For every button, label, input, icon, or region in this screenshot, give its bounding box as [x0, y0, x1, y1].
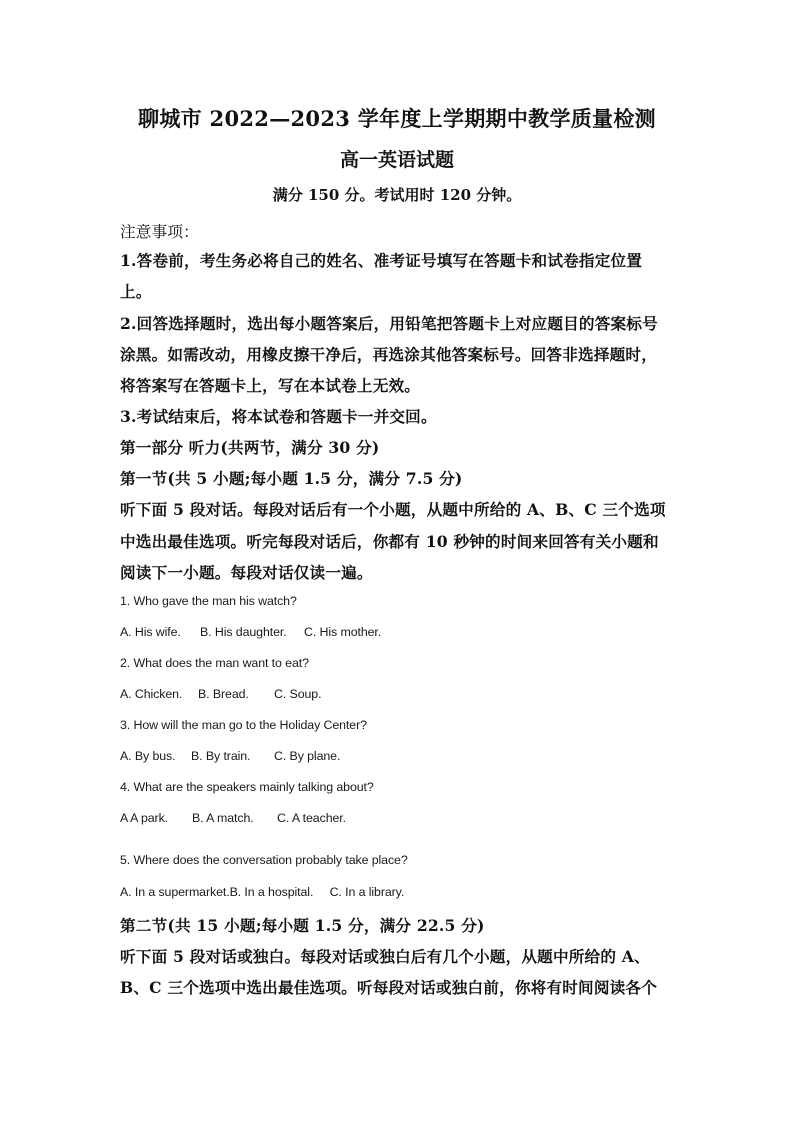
score-note: 满分 150 分。考试用时 120 分钟。 — [272, 186, 522, 204]
notice-item-1-line-1: 1.答卷前，考生务必将自己的姓名、准考证号填写在答题卡和试卷指定位置 — [120, 251, 643, 270]
option-b: B. In a hospital. — [229, 885, 314, 899]
section2-instruction-line-1: 听下面 5 段对话或独白。每段对话或独白后有几个小题，从题中所给的 A、 — [120, 947, 650, 966]
question-5: 5. Where does the conversation probably take place? — [120, 853, 408, 867]
question-2-options — [120, 687, 321, 701]
question-4-options — [120, 811, 346, 825]
option-a: A A park. — [120, 811, 169, 825]
question-5-options — [120, 885, 404, 899]
question-2: 2. What does the man want to eat? — [120, 656, 309, 670]
part1-heading: 第一部分 听力(共两节，满分 30 分) — [120, 438, 380, 457]
option-b: B. His daughter. — [200, 625, 287, 639]
option-c: C. By plane. — [274, 749, 341, 763]
exam-subtitle: 高一英语试题 — [339, 149, 454, 171]
question-1: 1. Who gave the man his watch? — [120, 594, 297, 608]
notice-item-2-line-1: 2.回答选择题时，选出每小题答案后，用铅笔把答题卡上对应题目的答案标号 — [120, 314, 658, 333]
exam-title: 聊城市 2022—2023 学年度上学期期中教学质量检测 — [138, 106, 656, 131]
option-c: C. A teacher. — [277, 811, 346, 825]
option-c: C. Soup. — [274, 687, 322, 701]
section1-heading: 第一节(共 5 小题;每小题 1.5 分，满分 7.5 分) — [120, 469, 463, 488]
question-1-options — [120, 625, 381, 639]
question-3: 3. How will the man go to the Holiday Center? — [120, 718, 367, 732]
notice-heading: 注意事项： — [120, 223, 199, 241]
option-b: B. By train. — [191, 749, 251, 763]
option-b: B. Bread. — [198, 687, 249, 701]
option-a: A. In a supermarket. — [120, 885, 230, 899]
option-a: A. His wife. — [120, 625, 181, 639]
section1-instruction-line-2: 中选出最佳选项。听完每段对话后，你都有 10 秒钟的时间来回答有关小题和 — [120, 532, 659, 551]
option-a: A. By bus. — [120, 749, 176, 763]
section1-instruction-line-3: 阅读下一小题。每段对话仅读一遍。 — [120, 563, 373, 582]
option-c: C. In a library. — [329, 885, 405, 899]
section2-heading: 第二节(共 15 小题;每小题 1.5 分，满分 22.5 分) — [120, 916, 485, 935]
notice-item-3: 3.考试结束后，将本试卷和答题卡一并交回。 — [120, 407, 437, 426]
section2-instruction-line-2: B、C 三个选项中选出最佳选项。听每段对话或独白前，你将有时间阅读各个 — [120, 978, 658, 997]
question-4: 4. What are the speakers mainly talking about? — [120, 780, 374, 794]
option-b: B. A match. — [192, 811, 254, 825]
section1-instruction-line-1: 听下面 5 段对话。每段对话后有一个小题，从题中所给的 A、B、C 三个选项 — [120, 500, 666, 519]
option-a: A. Chicken. — [120, 687, 183, 701]
notice-item-2-line-3: 将答案写在答题卡上，写在本试卷上无效。 — [120, 376, 421, 395]
notice-item-1-line-2: 上。 — [120, 282, 152, 301]
option-c: C. His mother. — [304, 625, 382, 639]
question-3-options — [120, 749, 340, 763]
notice-item-2-line-2: 涂黑。如需改动，用橡皮擦干净后，再选涂其他答案标号。回答非选择题时， — [120, 345, 657, 364]
